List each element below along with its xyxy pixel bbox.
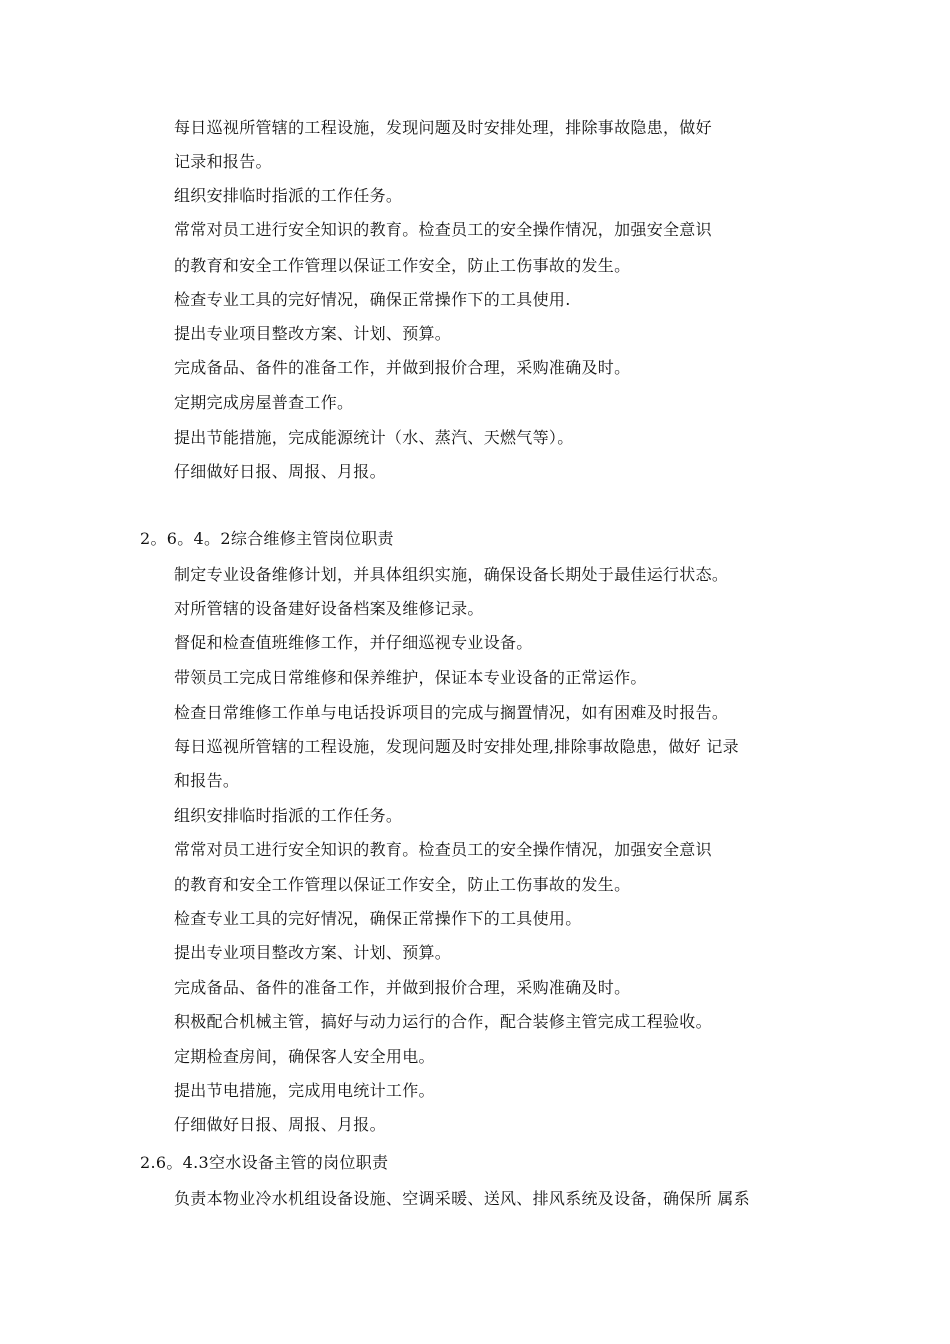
duty-line: 每日巡视所管辖的工程设施，发现问题及时安排处理,排除事故隐患，做好 记录 [174, 737, 739, 756]
duty-line: 的教育和安全工作管理以保证工作安全，防止工伤事故的发生。 [174, 256, 631, 275]
duty-line: 提出节能措施，完成能源统计（水、蒸汽、天燃气等）。 [174, 428, 574, 447]
duty-line: 和报告。 [174, 771, 240, 790]
duty-line: 带领员工完成日常维修和保养维护，保证本专业设备的正常运作。 [174, 668, 647, 687]
duty-line: 制定专业设备维修计划，并具体组织实施，确保设备长期处于最佳运行状态。 [174, 565, 729, 584]
duty-line: 常常对员工进行安全知识的教育。检查员工的安全操作情况，加强安全意识 [174, 840, 712, 859]
duty-line: 检查日常维修工作单与电话投诉项目的完成与搁置情况，如有困难及时报告。 [174, 703, 729, 722]
duty-line: 检查专业工具的完好情况，确保正常操作下的工具使用。 [174, 909, 582, 928]
duty-line: 每日巡视所管辖的工程设施，发现问题及时安排处理，排除事故隐患，做好 [174, 118, 712, 137]
duty-line: 检查专业工具的完好情况，确保正常操作下的工具使用. [174, 290, 571, 309]
duty-line: 提出专业项目整改方案、计划、预算。 [174, 943, 452, 962]
duty-line: 的教育和安全工作管理以保证工作安全，防止工伤事故的发生。 [174, 875, 631, 894]
duty-line: 仔细做好日报、周报、月报。 [174, 1115, 386, 1134]
duty-line: 负责本物业冷水机组设备设施、空调采暖、送风、排风系统及设备，确保所 属系 [174, 1189, 750, 1208]
duty-line: 对所管辖的设备建好设备档案及维修记录。 [174, 599, 484, 618]
duty-line: 定期检查房间，确保客人安全用电。 [174, 1047, 435, 1066]
section-heading: 2.6。4.3空水设备主管的岗位职责 [140, 1153, 389, 1172]
duty-line: 提出专业项目整改方案、计划、预算。 [174, 324, 452, 343]
duty-line: 定期完成房屋普查工作。 [174, 393, 354, 412]
duty-line: 常常对员工进行安全知识的教育。检查员工的安全操作情况，加强安全意识 [174, 220, 712, 239]
duty-line: 仔细做好日报、周报、月报。 [174, 462, 386, 481]
duty-line: 积极配合机械主管，搞好与动力运行的合作，配合装修主管完成工程验收。 [174, 1012, 712, 1031]
section-heading: 2。6。4。2综合维修主管岗位职责 [140, 529, 394, 548]
duty-line: 记录和报告。 [174, 152, 272, 171]
duty-line: 督促和检查值班维修工作，并仔细巡视专业设备。 [174, 633, 533, 652]
duty-line: 提出节电措施，完成用电统计工作。 [174, 1081, 435, 1100]
duty-line: 完成备品、备件的准备工作，并做到报价合理，采购准确及时。 [174, 358, 631, 377]
duty-line: 组织安排临时指派的工作任务。 [174, 806, 403, 825]
duty-line: 完成备品、备件的准备工作，并做到报价合理，采购准确及时。 [174, 978, 631, 997]
duty-line: 组织安排临时指派的工作任务。 [174, 186, 403, 205]
